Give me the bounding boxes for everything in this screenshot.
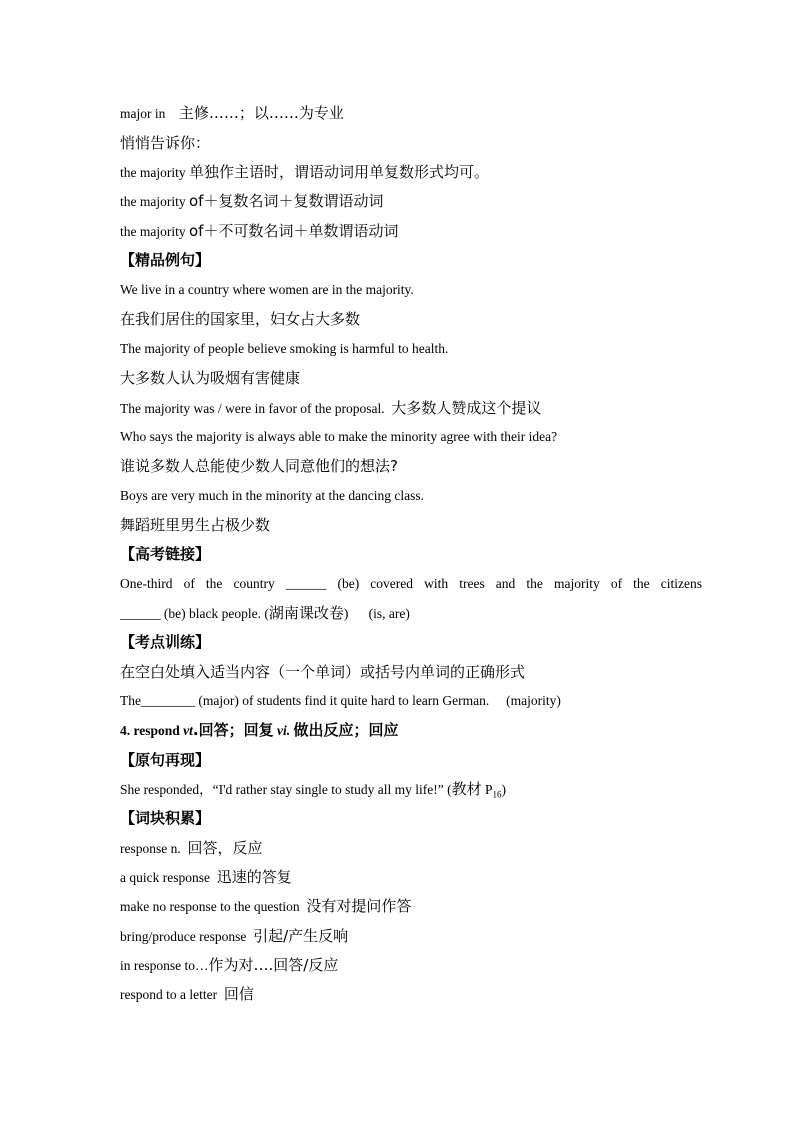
word: trees [459,576,485,591]
page-label: P [484,782,493,797]
exam-question-line-1 [120,574,702,594]
rule-zh: 单独作主语时，谓语动词用单复数形式均可。 [188,163,489,181]
chunk-item [120,926,720,947]
chunk-item [120,984,720,1005]
word: (be) [337,576,360,591]
chunk-en: response n. [120,841,181,856]
word: country [233,576,275,591]
section-heading-practice: 【考点训练】 [120,633,211,651]
example-sentence: Who says the majority is always able to make the minority agree with their idea? [120,429,558,444]
textbook-label: 教材 [451,780,482,798]
close-paren: ) [501,782,506,797]
section-heading-examples: 【精品例句】 [120,251,211,269]
rule-line-2 [120,191,720,212]
chunk-en: a quick response [120,870,210,885]
original-sentence [120,779,720,805]
tip-heading: 悄悄告诉你： [120,134,211,152]
part-of-speech: vt [183,723,193,738]
chunk-en: in response to… [120,958,209,973]
rule-line-3 [120,221,720,242]
chunk-item [120,838,720,859]
word-entry-respond [120,720,720,741]
example-translation: 大多数人认为吸烟有害健康 [120,369,301,387]
example-sentence: We live in a country where women are in the majority. [120,282,414,297]
word: the [633,576,650,591]
chunk-en: bring/produce response [120,929,247,944]
example-en: The majority was / were in favor of the proposal. [120,401,385,416]
word: the [526,576,543,591]
example-translation: 在我们居住的国家里，妇女占大多数 [120,310,361,328]
entry-meaning: .回答；回复 [192,721,274,739]
word: One-third [120,576,173,591]
word: citizens [660,576,702,591]
chunk-item [120,867,720,888]
practice-question: The________ (major) of students find it quite hard to learn German. (majority) [120,693,561,708]
chunk-zh: 没有对提问作答 [306,897,412,915]
practice-instruction: 在空白处填入适当内容（一个单词）或括号内单词的正确形式 [120,663,526,681]
entry-word: 4. respond [120,723,180,738]
question-text: ______ (be) black people. ( [120,606,269,621]
chunk-zh: 引起/产生反响 [253,927,349,945]
example-sentence: The majority of people believe smoking is harmful to health. [120,341,449,356]
part-of-speech: vi. [276,723,291,738]
section-heading-exam-link: 【高考链接】 [120,545,211,563]
entry-meaning: 做出反应；回应 [293,721,399,739]
word: of [183,576,195,591]
blank: ______ [285,576,327,591]
chunk-en: respond to a letter [120,987,218,1002]
exam-question-line-2 [120,603,720,624]
example-zh: 大多数人赞成这个提议 [391,399,542,417]
rule-en: the majority [120,165,186,180]
word: with [424,576,449,591]
phrase-zh: 主修……；以……为专业 [178,104,344,122]
example-translation: 谁说多数人总能使少数人同意他们的想法? [120,457,398,475]
word: covered [370,576,414,591]
example-translation: 舞蹈班里男生占极少数 [120,516,271,534]
rule-zh: of＋不可数名词＋单数谓语动词 [188,222,399,240]
chunk-item [120,896,720,917]
chunk-zh: 回答，反应 [187,839,263,857]
word: the [205,576,223,591]
chunk-zh: 作为对….回答/反应 [208,956,339,974]
question-source: 湖南课改卷 [268,604,344,622]
section-heading-original: 【原句再现】 [120,751,211,769]
phrase-en: major in [120,106,166,121]
rule-en: the majority [120,194,186,209]
chunk-zh: 迅速的答复 [216,868,292,886]
page-number: 16 [492,789,502,800]
example-sentence: Boys are very much in the minority at the dancing class. [120,488,425,503]
rule-en: the majority [120,224,186,239]
original-text: She responded，“I'd rather stay single to study all my life!” ( [120,782,452,797]
rule-zh: of＋复数名词＋复数谓语动词 [188,192,384,210]
word: of [610,576,623,591]
phrase-major-in [120,103,720,124]
example-sentence-with-translation [120,398,720,419]
chunk-item [120,955,720,976]
chunk-zh: 回信 [223,985,254,1003]
chunk-en: make no response to the question [120,899,300,914]
word: majority [553,576,600,591]
word: and [495,576,516,591]
rule-line-1 [120,162,720,183]
section-heading-chunks: 【词块积累】 [120,809,211,827]
question-answer: ) (is, are) [343,606,410,621]
